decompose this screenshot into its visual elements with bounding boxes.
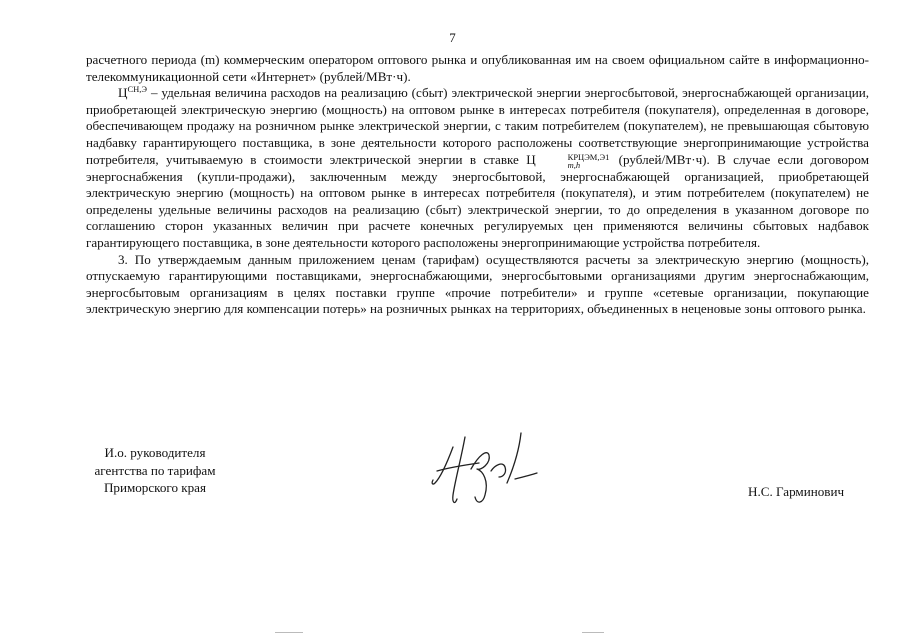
paragraph-3: 3. По утверждаемым данным приложением ценам (тарифам) осуществляются расчеты за электрическую энергию (мощность), отпускаемую гарантирующими поставщиками, энергоснабжающими, энергосбытовыми организациями другим энергоснабжающим, энергосбытовым организациям в целях поставки группе «прочие потребители» и группе «сетевые организации, покупающие электрическую энергию для компенсации потерь» на розничных рынках на территориях, объединенных в неценовые зоны оптового рынка. [86,251,869,317]
page-number: 7 [449,30,456,45]
formula-symbol-2: Ц [526,151,536,167]
signer-title-line: агентства по тарифам [94,462,216,478]
signer-title-line: Приморского края [103,480,207,495]
scan-artifact [582,632,604,633]
formula-2-subscript: m,h [567,159,581,170]
formula-2-superscript: КРЦЭМ,Э1 [567,151,610,162]
paragraph-2-text-b: (рублей/МВт·ч). В случае если договором энергоснабжения (купли-продажи), заключенным между энергосбытовой, энергоснабжающей организацией, приобретающей электрическую энергию (мощность) на оптовом рынке в интересах потребителя (покупателя), и этим потребителем (покупателем) не определены удельные величины расходов на реализацию (сбыт) электрической энергии, то до определения в указанном договоре по соглашению сторон указанных величин при расчете конечных регулируемых цен применяются величины сбытовых надбавок гарантирующего поставщика, в зоне деятельности которого расположены энергопринимающие устройства потребителя. [86,151,869,250]
formula-superscript: СН,Э [127,84,148,95]
scan-artifact [275,632,303,633]
signer-name: Н.С. Гарминович [748,484,845,499]
paragraph-2 [86,85,869,251]
paragraph-1: расчетного периода (m) коммерческим оператором оптового рынка и опубликованная им на своем официальном сайте в информационно-телекоммуникационной сети «Интернет» (рублей/МВт·ч). [86,52,869,84]
formula-indices [536,153,610,169]
paragraph-2-text-a: – удельная величина расходов на реализацию (сбыт) электрической энергии энергосбытовой, энергоснабжающей организации, приобретающей электрическую энергию (мощность) на оптовом рынке в интересах потребителя (покупателя), определенная в договоре, обеспечивающем продажу на розничном рынке электрической энергии, с таким потребителем (покупателем), не превышающая сбытовую надбавку гарантирующего поставщика, в зоне деятельности которого расположены соответствующие энергопринимающие устройства потребителя, учитываемую в стоимости электрической энергии в ставке [86,85,869,167]
signer-title [60,444,250,497]
handwritten-signature [425,425,545,520]
formula-symbol: Ц [118,85,128,101]
document-body [86,52,869,318]
signer-title-line: И.о. руководителя [104,445,206,460]
